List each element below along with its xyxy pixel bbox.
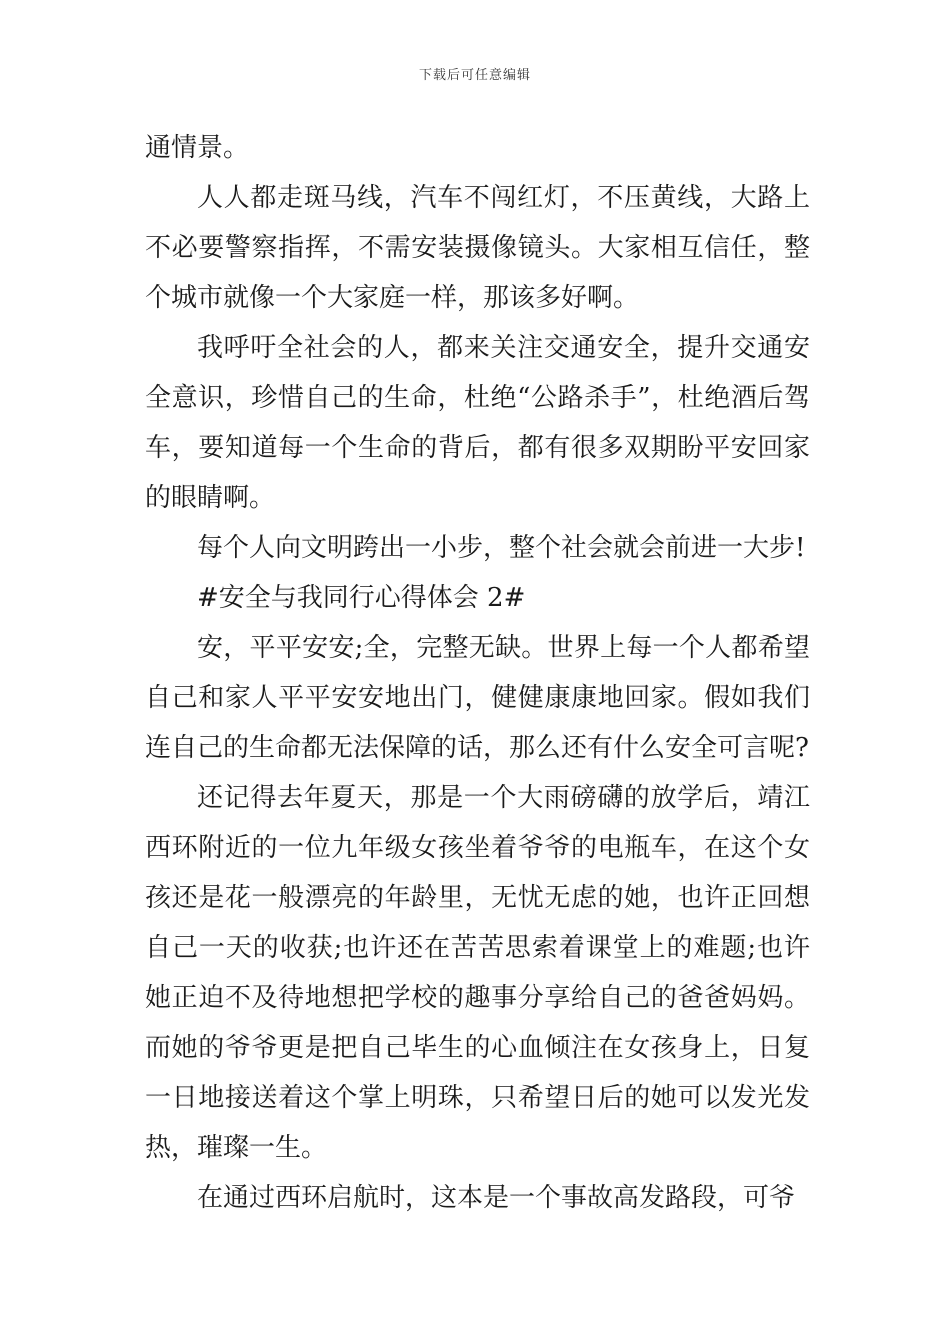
section-heading: #安全与我同行心得体会 2# [197, 583, 526, 613]
paragraph: 安，平平安安;全，完整无缺。世界上每一个人都希望自己和家人平平安安地出门，健健康康地回家。假如我们连自己的生命都无法保障的话，那么还有什么安全可言呢? [145, 633, 810, 763]
paragraph: 我呼吁全社会的人，都来关注交通安全，提升交通安全意识，珍惜自己的生命，杜绝“公路杀手”，杜绝酒后驾车，要知道每一个生命的背后，都有很多双期盼平安回家的眼睛啊。 [145, 333, 810, 513]
paragraph: 人人都走斑马线，汽车不闯红灯，不压黄线，大路上不必要警察指挥，不需安装摄像镜头。大家相互信任，整个城市就像一个大家庭一样，那该多好啊。 [145, 183, 810, 313]
document-body [145, 123, 810, 1223]
paragraph: 通情景。 [145, 133, 250, 163]
paragraph: 还记得去年夏天，那是一个大雨磅礴的放学后，靖江西环附近的一位九年级女孩坐着爷爷的电瓶车，在这个女孩还是花一般漂亮的年龄里，无忧无虑的她，也许正回想自己一天的收获;也许还在苦苦思索着课堂上的难题;也许她正迫不及待地想把学校的趣事分享给自己的爸爸妈妈。而她的爷爷更是把自己毕生的心血倾注在女孩身上，日复一日地接送着这个掌上明珠，只希望日后的她可以发光发热，璀璨一生。 [145, 783, 810, 1163]
paragraph: 每个人向文明跨出一小步，整个社会就会前进一大步! [197, 533, 806, 563]
page-header: 下载后可任意编辑 [418, 68, 531, 83]
paragraph: 在通过西环启航时，这本是一个事故高发路段，可爷 [197, 1183, 796, 1213]
